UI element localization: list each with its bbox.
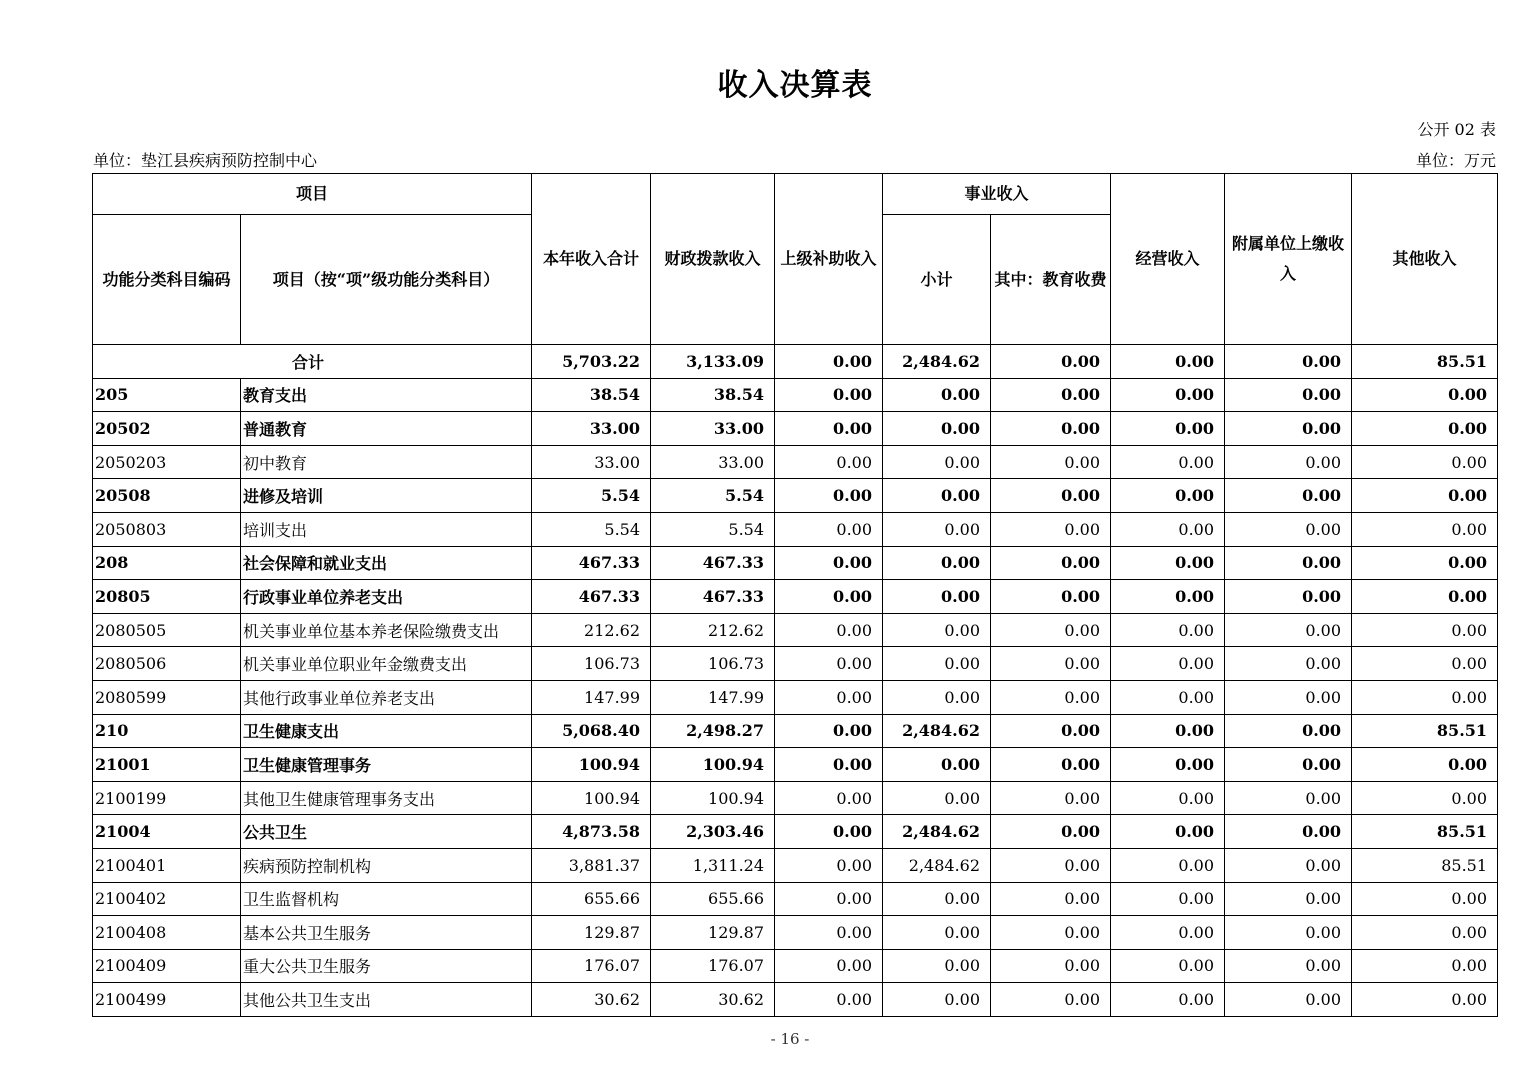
row-value: 30.62 <box>532 983 651 1017</box>
total-value: 0.00 <box>1225 345 1352 379</box>
row-name: 初中教育 <box>241 445 532 479</box>
total-value: 85.51 <box>1352 345 1498 379</box>
header-code: 功能分类科目编码 <box>93 215 241 345</box>
row-value: 0.00 <box>775 479 883 513</box>
table-row <box>93 949 1498 983</box>
header-superior: 上级补助收入 <box>775 174 883 345</box>
row-code: 20805 <box>93 580 241 614</box>
row-value: 0.00 <box>775 613 883 647</box>
row-value: 0.00 <box>1225 949 1352 983</box>
table-row <box>93 580 1498 614</box>
row-name: 行政事业单位养老支出 <box>241 580 532 614</box>
row-value: 0.00 <box>1111 412 1225 446</box>
row-value: 0.00 <box>775 815 883 849</box>
table-row <box>93 714 1498 748</box>
row-name: 公共卫生 <box>241 815 532 849</box>
row-value: 0.00 <box>1352 580 1498 614</box>
table-row <box>93 983 1498 1017</box>
row-value: 33.00 <box>651 412 775 446</box>
header-project: 项目 <box>93 174 532 215</box>
row-name: 疾病预防控制机构 <box>241 848 532 882</box>
table-number: 公开 02 表 <box>1417 120 1496 139</box>
row-value: 2,484.62 <box>883 815 991 849</box>
row-value: 0.00 <box>1225 815 1352 849</box>
row-value: 0.00 <box>883 479 991 513</box>
row-value: 0.00 <box>1225 781 1352 815</box>
row-code: 21001 <box>93 748 241 782</box>
row-value: 0.00 <box>1111 580 1225 614</box>
row-code: 208 <box>93 546 241 580</box>
row-value: 212.62 <box>651 613 775 647</box>
row-value: 147.99 <box>651 680 775 714</box>
page-number: - 16 - <box>770 1030 810 1048</box>
row-value: 0.00 <box>883 580 991 614</box>
row-value: 0.00 <box>775 949 883 983</box>
row-value: 3,881.37 <box>532 848 651 882</box>
row-value: 147.99 <box>532 680 651 714</box>
row-value: 0.00 <box>1225 445 1352 479</box>
row-value: 0.00 <box>1352 949 1498 983</box>
table-row <box>93 479 1498 513</box>
row-value: 0.00 <box>1111 445 1225 479</box>
income-table <box>92 173 1498 1017</box>
row-name: 机关事业单位基本养老保险缴费支出 <box>241 613 532 647</box>
table-row <box>93 378 1498 412</box>
row-value: 100.94 <box>532 781 651 815</box>
row-value: 0.00 <box>883 512 991 546</box>
row-value: 0.00 <box>1111 613 1225 647</box>
row-value: 0.00 <box>1225 848 1352 882</box>
row-name: 基本公共卫生服务 <box>241 916 532 950</box>
row-value: 0.00 <box>775 781 883 815</box>
row-value: 5.54 <box>651 512 775 546</box>
row-value: 0.00 <box>1352 479 1498 513</box>
header-other: 其他收入 <box>1352 174 1498 345</box>
row-value: 0.00 <box>991 815 1111 849</box>
row-value: 0.00 <box>991 748 1111 782</box>
row-code: 2100409 <box>93 949 241 983</box>
row-value: 0.00 <box>1111 680 1225 714</box>
table-row <box>93 748 1498 782</box>
row-value: 0.00 <box>1225 512 1352 546</box>
row-value: 655.66 <box>532 882 651 916</box>
header-total: 本年收入合计 <box>532 174 651 345</box>
table-header <box>93 174 1498 345</box>
header-subtotal: 小计 <box>883 215 991 345</box>
row-name: 其他公共卫生支出 <box>241 983 532 1017</box>
page-title: 收入决算表 <box>717 68 873 103</box>
row-value: 0.00 <box>1111 916 1225 950</box>
row-value: 0.00 <box>991 378 1111 412</box>
row-value: 0.00 <box>1352 445 1498 479</box>
row-value: 0.00 <box>883 680 991 714</box>
row-name: 教育支出 <box>241 378 532 412</box>
table-row <box>93 512 1498 546</box>
row-value: 0.00 <box>883 412 991 446</box>
row-value: 0.00 <box>775 580 883 614</box>
row-value: 0.00 <box>883 949 991 983</box>
row-value: 85.51 <box>1352 848 1498 882</box>
row-code: 210 <box>93 714 241 748</box>
row-value: 129.87 <box>651 916 775 950</box>
row-value: 0.00 <box>883 546 991 580</box>
row-value: 106.73 <box>651 647 775 681</box>
row-value: 0.00 <box>1225 983 1352 1017</box>
row-value: 0.00 <box>1225 412 1352 446</box>
row-value: 0.00 <box>775 512 883 546</box>
total-value: 3,133.09 <box>651 345 775 379</box>
table-row <box>93 412 1498 446</box>
row-value: 0.00 <box>1111 882 1225 916</box>
total-value: 2,484.62 <box>883 345 991 379</box>
row-value: 0.00 <box>991 848 1111 882</box>
row-value: 0.00 <box>1111 949 1225 983</box>
row-value: 5.54 <box>651 479 775 513</box>
row-value: 0.00 <box>991 949 1111 983</box>
row-value: 0.00 <box>775 882 883 916</box>
row-value: 0.00 <box>991 546 1111 580</box>
row-code: 2080599 <box>93 680 241 714</box>
row-value: 0.00 <box>991 781 1111 815</box>
row-value: 0.00 <box>1352 916 1498 950</box>
row-code: 20502 <box>93 412 241 446</box>
row-code: 2080505 <box>93 613 241 647</box>
row-value: 100.94 <box>651 781 775 815</box>
total-value: 0.00 <box>775 345 883 379</box>
row-value: 0.00 <box>991 445 1111 479</box>
row-value: 0.00 <box>1225 714 1352 748</box>
row-value: 467.33 <box>651 580 775 614</box>
row-value: 176.07 <box>532 949 651 983</box>
row-value: 0.00 <box>775 412 883 446</box>
row-code: 2050803 <box>93 512 241 546</box>
row-value: 0.00 <box>775 748 883 782</box>
row-value: 0.00 <box>1352 647 1498 681</box>
row-name: 卫生健康支出 <box>241 714 532 748</box>
row-value: 0.00 <box>1225 580 1352 614</box>
row-value: 106.73 <box>532 647 651 681</box>
row-value: 0.00 <box>1225 748 1352 782</box>
row-value: 0.00 <box>883 378 991 412</box>
row-code: 2100402 <box>93 882 241 916</box>
row-value: 0.00 <box>1225 680 1352 714</box>
table-row <box>93 680 1498 714</box>
row-value: 0.00 <box>1111 748 1225 782</box>
row-value: 0.00 <box>1352 512 1498 546</box>
currency-unit: 单位：万元 <box>1415 151 1496 170</box>
row-value: 5.54 <box>532 479 651 513</box>
row-code: 2080506 <box>93 647 241 681</box>
row-value: 0.00 <box>1111 378 1225 412</box>
row-name: 社会保障和就业支出 <box>241 546 532 580</box>
row-value: 0.00 <box>1111 714 1225 748</box>
row-name: 机关事业单位职业年金缴费支出 <box>241 647 532 681</box>
row-name: 卫生监督机构 <box>241 882 532 916</box>
row-value: 129.87 <box>532 916 651 950</box>
table-row <box>93 445 1498 479</box>
row-value: 0.00 <box>1352 680 1498 714</box>
header-fiscal: 财政拨款收入 <box>651 174 775 345</box>
row-value: 0.00 <box>775 378 883 412</box>
total-value: 0.00 <box>991 345 1111 379</box>
row-value: 0.00 <box>991 916 1111 950</box>
row-value: 85.51 <box>1352 815 1498 849</box>
row-value: 2,484.62 <box>883 848 991 882</box>
row-value: 33.00 <box>532 445 651 479</box>
row-value: 38.54 <box>532 378 651 412</box>
total-label: 合计 <box>93 345 532 379</box>
row-value: 0.00 <box>1111 546 1225 580</box>
row-value: 176.07 <box>651 949 775 983</box>
row-code: 2100199 <box>93 781 241 815</box>
row-code: 21004 <box>93 815 241 849</box>
row-value: 0.00 <box>1352 882 1498 916</box>
row-value: 0.00 <box>991 479 1111 513</box>
row-value: 5,068.40 <box>532 714 651 748</box>
row-value: 0.00 <box>883 647 991 681</box>
row-value: 0.00 <box>775 916 883 950</box>
row-code: 20508 <box>93 479 241 513</box>
row-value: 0.00 <box>1111 647 1225 681</box>
table-row <box>93 848 1498 882</box>
row-value: 0.00 <box>1225 882 1352 916</box>
row-value: 0.00 <box>775 983 883 1017</box>
row-value: 100.94 <box>651 748 775 782</box>
row-value: 0.00 <box>883 916 991 950</box>
row-value: 4,873.58 <box>532 815 651 849</box>
table-row <box>93 546 1498 580</box>
row-value: 0.00 <box>991 983 1111 1017</box>
row-value: 0.00 <box>1111 983 1225 1017</box>
row-value: 0.00 <box>775 848 883 882</box>
row-value: 0.00 <box>1225 916 1352 950</box>
row-name: 重大公共卫生服务 <box>241 949 532 983</box>
row-value: 0.00 <box>1352 781 1498 815</box>
row-value: 0.00 <box>1352 613 1498 647</box>
row-name: 卫生健康管理事务 <box>241 748 532 782</box>
row-value: 467.33 <box>651 546 775 580</box>
table-row <box>93 647 1498 681</box>
row-value: 0.00 <box>1225 613 1352 647</box>
row-value: 0.00 <box>991 580 1111 614</box>
total-value: 5,703.22 <box>532 345 651 379</box>
row-code: 205 <box>93 378 241 412</box>
row-value: 0.00 <box>775 714 883 748</box>
row-value: 0.00 <box>1352 748 1498 782</box>
row-value: 0.00 <box>883 781 991 815</box>
row-value: 2,484.62 <box>883 714 991 748</box>
row-value: 2,303.46 <box>651 815 775 849</box>
table-row <box>93 781 1498 815</box>
row-value: 0.00 <box>1111 815 1225 849</box>
row-name: 普通教育 <box>241 412 532 446</box>
header-operation: 经营收入 <box>1111 174 1225 345</box>
row-value: 0.00 <box>991 680 1111 714</box>
row-value: 5.54 <box>532 512 651 546</box>
row-value: 467.33 <box>532 580 651 614</box>
table-row <box>93 613 1498 647</box>
row-value: 0.00 <box>775 647 883 681</box>
row-value: 0.00 <box>883 983 991 1017</box>
row-value: 0.00 <box>1352 412 1498 446</box>
row-name: 其他行政事业单位养老支出 <box>241 680 532 714</box>
row-value: 655.66 <box>651 882 775 916</box>
row-value: 0.00 <box>1225 546 1352 580</box>
row-value: 0.00 <box>1111 479 1225 513</box>
row-value: 100.94 <box>532 748 651 782</box>
header-name: 项目（按“项”级功能分类科目） <box>241 215 532 345</box>
row-value: 1,311.24 <box>651 848 775 882</box>
row-value: 33.00 <box>532 412 651 446</box>
row-value: 0.00 <box>775 445 883 479</box>
header-affiliate: 附属单位上缴收入 <box>1225 174 1352 345</box>
unit-name: 单位：垫江县疾病预防控制中心 <box>93 151 318 170</box>
row-value: 0.00 <box>775 546 883 580</box>
row-value: 212.62 <box>532 613 651 647</box>
row-code: 2100499 <box>93 983 241 1017</box>
row-value: 0.00 <box>991 647 1111 681</box>
row-value: 0.00 <box>775 680 883 714</box>
row-value: 38.54 <box>651 378 775 412</box>
row-code: 2100408 <box>93 916 241 950</box>
table-row <box>93 815 1498 849</box>
total-value: 0.00 <box>1111 345 1225 379</box>
header-edu-fee: 其中：教育收费 <box>991 215 1111 345</box>
row-value: 467.33 <box>532 546 651 580</box>
row-value: 0.00 <box>883 882 991 916</box>
header-business: 事业收入 <box>883 174 1111 215</box>
row-value: 0.00 <box>1225 647 1352 681</box>
row-value: 0.00 <box>1352 378 1498 412</box>
row-value: 0.00 <box>991 412 1111 446</box>
table-body <box>93 345 1498 1017</box>
table-row <box>93 916 1498 950</box>
row-value: 33.00 <box>651 445 775 479</box>
row-value: 0.00 <box>991 613 1111 647</box>
row-name: 其他卫生健康管理事务支出 <box>241 781 532 815</box>
row-code: 2050203 <box>93 445 241 479</box>
row-value: 0.00 <box>883 445 991 479</box>
row-name: 培训支出 <box>241 512 532 546</box>
row-value: 0.00 <box>1111 781 1225 815</box>
row-value: 0.00 <box>991 512 1111 546</box>
row-value: 0.00 <box>883 748 991 782</box>
row-value: 0.00 <box>991 882 1111 916</box>
row-value: 0.00 <box>1225 479 1352 513</box>
row-value: 0.00 <box>1111 848 1225 882</box>
row-name: 进修及培训 <box>241 479 532 513</box>
row-code: 2100401 <box>93 848 241 882</box>
row-value: 2,498.27 <box>651 714 775 748</box>
row-value: 0.00 <box>1352 983 1498 1017</box>
row-value: 0.00 <box>1352 546 1498 580</box>
row-value: 0.00 <box>883 613 991 647</box>
row-value: 0.00 <box>1111 512 1225 546</box>
table-row <box>93 882 1498 916</box>
total-row <box>93 345 1498 379</box>
row-value: 0.00 <box>991 714 1111 748</box>
row-value: 0.00 <box>1225 378 1352 412</box>
row-value: 85.51 <box>1352 714 1498 748</box>
row-value: 30.62 <box>651 983 775 1017</box>
